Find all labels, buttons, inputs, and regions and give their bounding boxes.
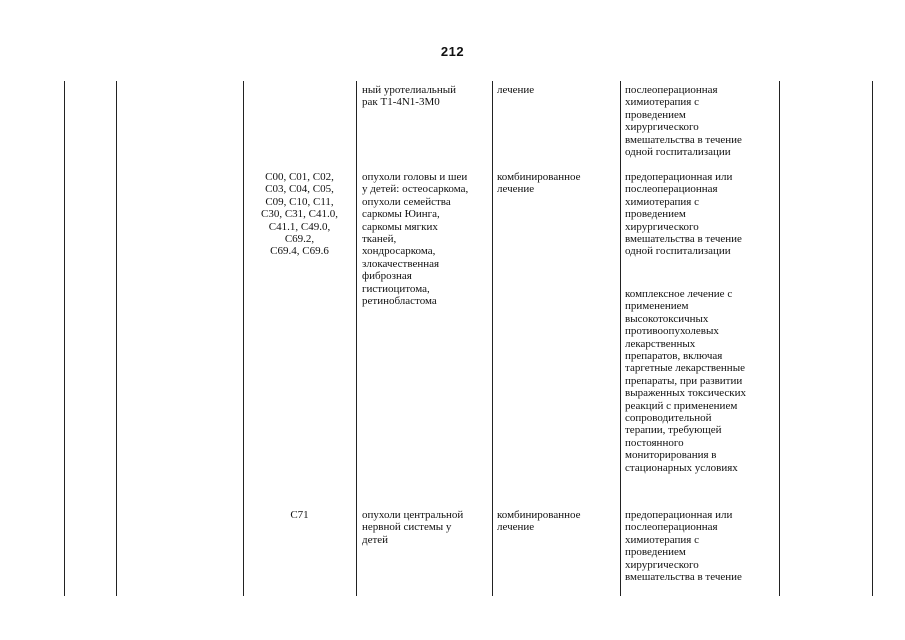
treatment-method-cell: послеоперационная химиотерапия с проведением хирургического вмешательства в течение одной госпитализации (625, 84, 742, 159)
column-divider (620, 81, 621, 596)
page-number: 212 (440, 44, 465, 59)
table-border-right (872, 81, 873, 596)
treatment-type-cell: лечение (497, 84, 535, 96)
treatment-type-cell: комбинированное лечение (497, 171, 581, 196)
icd-codes-cell: C00, C01, C02, C03, C04, C05, C09, C10, C11, C30, C31, C41.0, C41.1, C49.0, C69.2, C69.4, C69.6 (260, 171, 338, 258)
table-border-left (64, 81, 65, 596)
diagnosis-cell: опухоли головы и шеи у детей: остеосаркома, опухоли семейства саркомы Юинга, саркомы мягких тканей, хондросаркома, злокачественная фиброзная гистиоцитома, ретинобластома (362, 171, 469, 308)
column-divider (116, 81, 117, 596)
column-divider (779, 81, 780, 596)
diagnosis-cell: ный уротелиальный рак T1-4N1-3M0 (362, 84, 456, 109)
treatment-method-cell: предоперационная или послеоперационная химиотерапия с проведением хирургического вмешательства в течение (625, 509, 742, 584)
column-divider (356, 81, 357, 596)
diagnosis-cell: опухоли центральной нервной системы у детей (362, 509, 464, 546)
column-divider (243, 81, 244, 596)
icd-codes-cell: C71 (290, 509, 309, 521)
treatment-method-cell: предоперационная или послеоперационная химиотерапия с проведением хирургического вмешательства в течение одной госпитализации (625, 171, 742, 258)
column-divider (492, 81, 493, 596)
treatment-type-cell: комбинированное лечение (497, 509, 581, 534)
treatment-method-cell: комплексное лечение с применением высокотоксичных противоопухолевых лекарственных препаратов, включая таргетные лекарственные препараты, при развитии выраженных токсических реакций с применением сопроводительной терапии, требующей постоянного мониторирования в стационарных условиях (625, 288, 747, 474)
